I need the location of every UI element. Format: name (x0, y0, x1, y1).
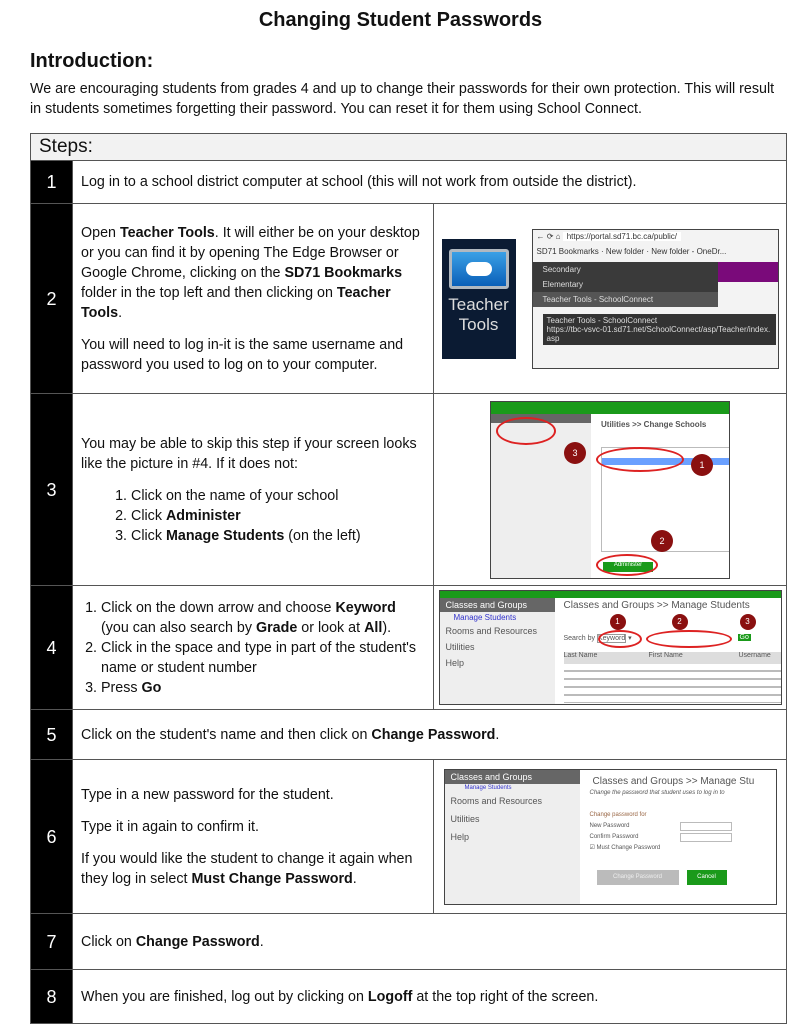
step-row-7 (31, 914, 787, 970)
step-row-3 (31, 394, 787, 586)
step-row-5 (31, 710, 787, 760)
teacher-tools-icon: Teacher Tools (442, 239, 516, 359)
step-number: 1 (31, 161, 73, 204)
bookmark-sd71[interactable]: SD71 Bookmarks (536, 246, 599, 256)
step-image (434, 204, 787, 394)
step-row-2 (31, 204, 787, 394)
step-row-4 (31, 586, 787, 710)
step-text: Log in to a school district computer at school (this will not work from outside the district). (73, 161, 787, 204)
step-number: 8 (31, 970, 73, 1024)
step-number: 7 (31, 914, 73, 970)
step-text: Click on the student's name and then click on Change Password. (73, 710, 787, 760)
step-text: Click on Change Password. (73, 914, 787, 970)
step-image (434, 394, 787, 586)
steps-table (30, 133, 787, 1024)
step-row-8 (31, 970, 787, 1024)
step-image (434, 586, 787, 710)
page-title: Changing Student Passwords (258, 9, 543, 31)
step-text: Open Teacher Tools. It will either be on your desktop or you can find it by opening The Edge Browser or Google Chrome, clicking on the SD71 Bookmarks folder in the top left and then clicking on Teacher Tools. You will need to log in-it is the same username and password you used to log on to your computer. (73, 204, 434, 394)
step-number: 4 (31, 586, 73, 710)
step-number: 5 (31, 710, 73, 760)
bookmark-onedrive[interactable]: New folder - OneDr... (651, 246, 727, 256)
step-text: 1. Click on the down arrow and choose Keyword (you can also search by Grade or look at All). 2. Click in the space and type in part of the student's name or student number 3. Press Go (73, 586, 434, 710)
browser-bookmarks-screenshot: ← ⟳ ⌂ https://portal.sd71.bc.ca/public/ SD71 Bookmarks · New folder · New folder - OneDr... Secondary Elementary Teacher Tools - SchoolConnect Teacher Tools - SchoolConnect https://tbc-vsvc-01.sd71.net/SchoolConnect/asp/Teacher/index.asp (532, 229, 779, 369)
step-text: Type in a new password for the student. Type it in again to confirm it. If you would like the student to change it again when they log in select Must Change Password. (73, 760, 434, 914)
intro-heading: Introduction: (30, 50, 154, 72)
step-row-6 (31, 760, 787, 914)
step-text: When you are finished, log out by clicking on Logoff at the top right of the screen. (73, 970, 787, 1024)
manage-students-screenshot: Classes and Groups Manage Students Rooms and Resources Utilities Help Classes and Groups >> Manage Students 1 2 3 Search by Keyword ▾ Go Last Name First Name Username (439, 590, 782, 705)
step-image (434, 760, 787, 914)
change-schools-screenshot: Utilities >> Change Schools Administer 3 1 2 (490, 401, 730, 579)
step-number: 3 (31, 394, 73, 586)
steps-header: Steps: (31, 134, 787, 161)
intro-text: We are encouraging students from grades 4 and up to change their passwords for their own protection. This will result in students sometimes forgetting their password. You can reset it for them using School Connect. (30, 81, 775, 117)
bookmark-new-folder[interactable]: New folder (605, 246, 645, 256)
step-row-1 (31, 161, 787, 204)
step-number: 6 (31, 760, 73, 914)
change-password-screenshot: Classes and Groups Manage Students Rooms and Resources Utilities Help Classes and Groups >> Manage Stu Change the password that student uses to log in to Change password for New Password Confirm Password ☑ Must Change Password Change Password Cancel (444, 769, 777, 905)
step-text: You may be able to skip this step if your screen looks like the picture in #4. If it does not: 1. Click on the name of your school 2. Click Administer 3. Click Manage Students (on the left) (73, 394, 434, 586)
step-number: 2 (31, 204, 73, 394)
